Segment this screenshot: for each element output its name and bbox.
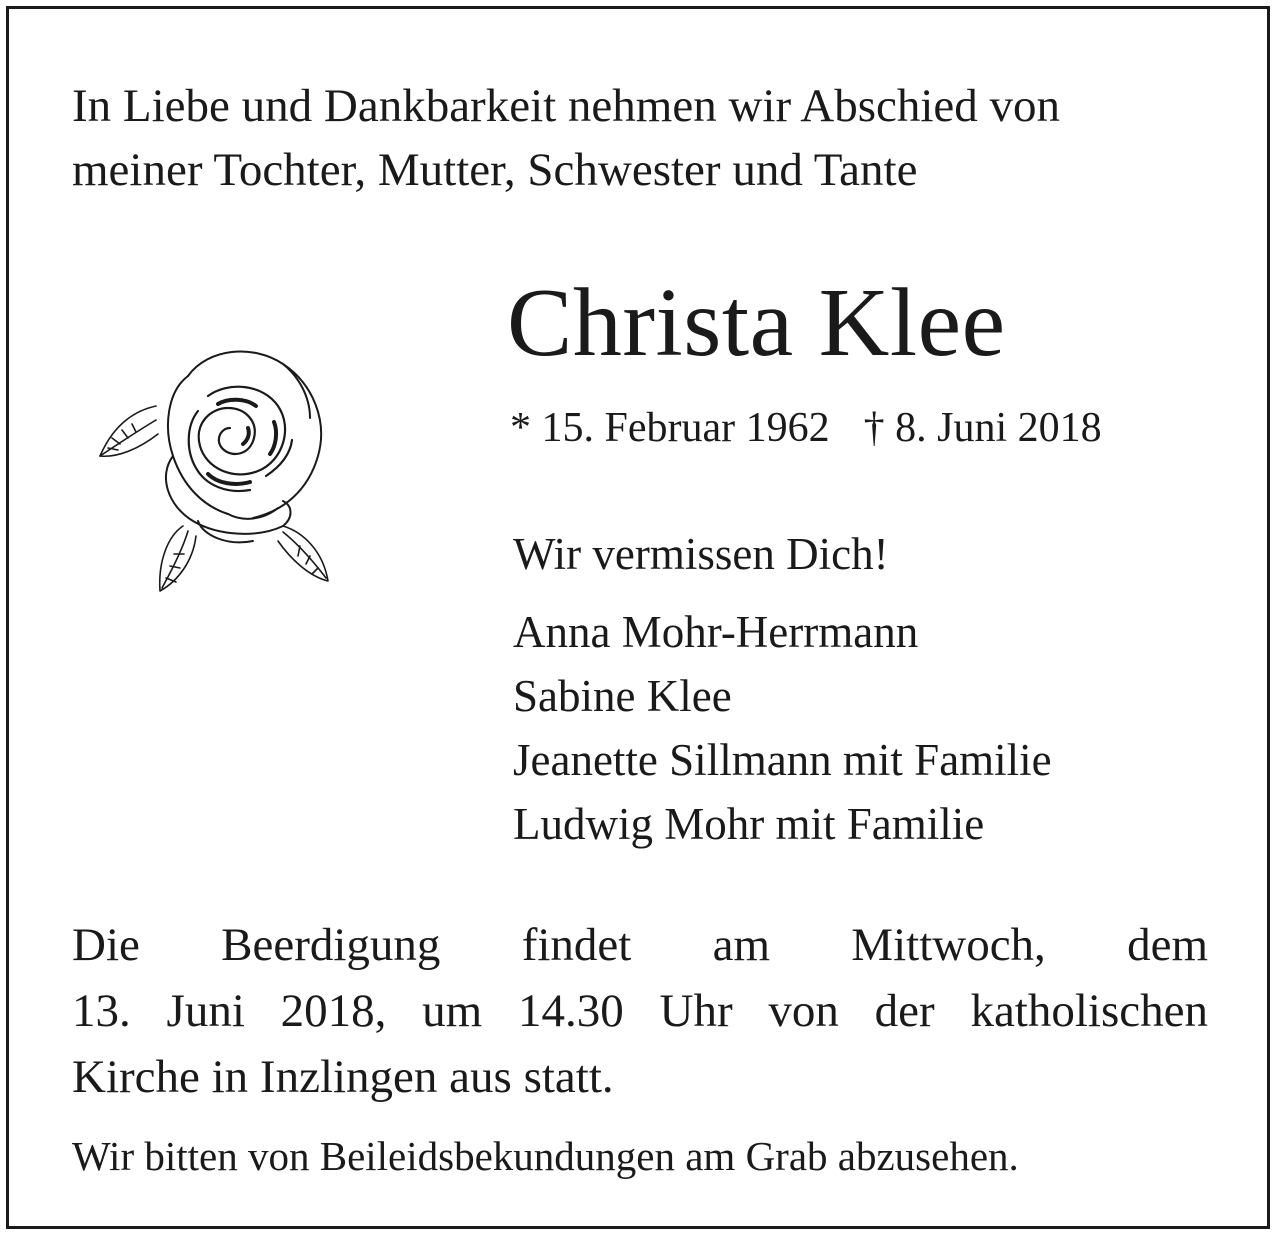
mourner-item: Sabine Klee xyxy=(513,671,732,721)
birth-date: * 15. Februar 1962 xyxy=(510,405,830,451)
mourner-item: Ludwig Mohr mit Familie xyxy=(513,799,985,849)
funeral-line-2: 13. Juni 2018, um 14.30 Uhr von der katholischen xyxy=(72,985,1208,1037)
funeral-line-1: Die Beerdigung findet am Mittwoch, dem xyxy=(72,919,1208,971)
funeral-line-3: Kirche in Inzlingen aus statt. xyxy=(72,1051,614,1103)
intro-line-1: In Liebe und Dankbarkeit nehmen wir Abschied von xyxy=(72,80,1061,132)
funeral-details xyxy=(72,912,1208,1110)
condolence-request: Wir bitten von Beileidsbekundungen am Grab abzusehen. xyxy=(72,1133,1019,1179)
deceased-name: Christa Klee xyxy=(507,269,1006,377)
farewell-message: Wir vermissen Dich! xyxy=(513,529,889,579)
intro-text xyxy=(72,74,1212,202)
rose-icon xyxy=(78,336,378,612)
intro-line-2: meiner Tochter, Mutter, Schwester und Tante xyxy=(72,144,918,196)
death-date: † 8. Juni 2018 xyxy=(863,405,1102,451)
life-dates xyxy=(510,400,1102,456)
mourners-list xyxy=(513,600,1052,856)
mourner-item: Anna Mohr-Herrmann xyxy=(513,607,919,657)
mourner-item: Jeanette Sillmann mit Familie xyxy=(513,735,1052,785)
